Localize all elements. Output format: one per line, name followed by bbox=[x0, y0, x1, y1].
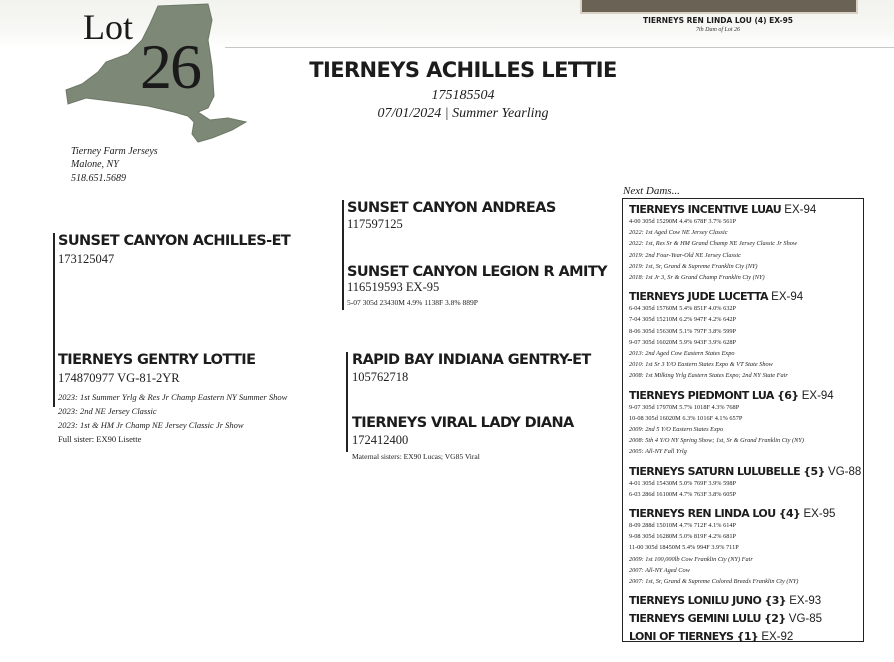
animal-name: TIERNEYS ACHILLES LETTIE bbox=[309, 58, 617, 82]
sire-name: SUNSET CANYON ACHILLES-ET bbox=[58, 233, 291, 249]
sire-dam-record: 5-07 305d 23430M 4.9% 1138F 3.8% 889P bbox=[347, 298, 478, 307]
dam-entry-record: 7-04 305d 15210M 6.2% 947F 4.2% 642P bbox=[629, 316, 737, 324]
dam-entry-title: TIERNEYS INCENTIVE LUAU bbox=[629, 203, 782, 216]
dam-entry-record: 9-08 305d 16280M 5.0% 819F 4.2% 681P bbox=[629, 533, 737, 541]
dam-entry-honor: 2008: 5th 4 Y/O NY Spring Show; 1st, Sr & Grand Franklin Cty (NY) bbox=[629, 437, 804, 445]
sire-dam-registration: 116519593 EX-95 bbox=[347, 280, 440, 294]
dam-side-bracket bbox=[346, 352, 348, 452]
dam-entry-title: TIERNEYS SATURN LULUBELLE {5} bbox=[629, 464, 825, 478]
dam-entry-honor: 2019: 2nd Four-Year-Old NE Jersey Classic bbox=[629, 251, 741, 259]
dam-entry-honor: 2019: 1st, Sr, Grand & Supreme Franklin Cty (NY) bbox=[629, 262, 758, 270]
photo-caption: TIERNEYS REN LINDA LOU (4) EX-95 bbox=[642, 16, 794, 25]
sire-registration: 173125047 bbox=[58, 252, 115, 266]
dam-entry-honor: 2018: 1st Jr 3, Sr & Grand Champ Franklin Cty (NY) bbox=[629, 274, 765, 281]
owner-location: Malone, NY bbox=[71, 159, 119, 170]
lot-number: 26 bbox=[140, 31, 200, 102]
dam-entry-honor: 2005: All-NY Fall Yrlg bbox=[629, 448, 687, 456]
dam-entry-classification: EX-94 bbox=[798, 389, 834, 402]
dam-entry-honor: 2007: 1st, Sr, Grand & Supreme Colored Breeds Franklin Cty (NY) bbox=[629, 578, 799, 585]
dam-entry-honor: 2008: 1st Milking Yrlg Eastern States Expo; 2nd NY State Fair bbox=[629, 372, 788, 380]
dam-entry-title: TIERNEYS REN LINDA LOU {4} bbox=[629, 507, 801, 520]
dam-entry-classification: EX-92 bbox=[758, 631, 794, 644]
dam-entry-classification: EX-93 bbox=[786, 595, 822, 608]
dam-entry-record: 4-00 305d 15290M 4.4% 678F 3.7% 561P bbox=[629, 218, 737, 225]
dam-sire-registration: 105762718 bbox=[352, 370, 409, 384]
dam-photo bbox=[580, 0, 858, 14]
dam-entry-title: TIERNEYS LONILU JUNO {3} bbox=[629, 594, 786, 608]
dam-entry-classification: VG-85 bbox=[785, 613, 823, 626]
dam-entry-honor: 2013: 2nd Aged Cow Eastern States Expo bbox=[629, 350, 735, 357]
dam-entry-name bbox=[629, 612, 822, 625]
dam-entry-name bbox=[629, 507, 835, 520]
dam-entry-title: TIERNEYS PIEDMONT LUA {6} bbox=[629, 388, 799, 402]
dam-entry-record: 8-06 305d 15630M 5.1% 797F 3.8% 599P bbox=[629, 327, 737, 335]
dam-note-3: 2023: 1st & HM Jr Champ NE Jersey Classic Jr Show bbox=[58, 420, 244, 430]
dam-bracket bbox=[53, 267, 55, 407]
dam-registration: 174870977 VG-81-2YR bbox=[58, 371, 180, 385]
dam-entry-record: 8-09 288d 15010M 4.7% 712F 4.1% 614P bbox=[629, 522, 737, 529]
dam-name: TIERNEYS GENTRY LOTTIE bbox=[58, 352, 256, 368]
dam-sire-name: RAPID BAY INDIANA GENTRY-ET bbox=[352, 352, 591, 368]
lot-label: Lot bbox=[83, 7, 133, 47]
dam-entry-record: 4-01 305d 15430M 5.0% 769F 3.9% 598P bbox=[629, 479, 737, 487]
birth-date-class: 07/01/2024 | Summer Yearling bbox=[377, 106, 549, 121]
registration-number: 175185504 bbox=[431, 88, 495, 103]
dam-note-2: 2023: 2nd NE Jersey Classic bbox=[58, 406, 157, 416]
dam-entry-honor: 2022: 1st Aged Cow NE Jersey Classic bbox=[629, 229, 728, 237]
dam-entry-title: TIERNEYS JUDE LUCETTA bbox=[629, 290, 768, 304]
dam-entry-record: 6-04 305d 15760M 5.4% 851F 4.0% 632P bbox=[629, 305, 737, 313]
sire-side-bracket bbox=[342, 200, 344, 310]
dam-entry-name bbox=[629, 290, 803, 303]
dam-entry-honor: 2009: 2nd 5 Y/O Eastern States Expo bbox=[629, 426, 724, 433]
dam-entry-record: 6-03 286d 16100M 4.7% 763F 3.8% 605P bbox=[629, 490, 737, 498]
dam-entry-classification: EX-95 bbox=[800, 508, 836, 520]
dam-entry-honor: 2007: All-NY Aged Cow bbox=[629, 566, 690, 574]
dam-entry-honor: 2022: 1st, Res Sr & HM Grand Champ NE Jersey Classic Jr Show bbox=[629, 240, 798, 248]
dam-entry-record: 11-00 305d 18450M 5.4% 994F 3.9% 711P bbox=[629, 544, 739, 552]
sire-sire-name: SUNSET CANYON ANDREAS bbox=[347, 200, 556, 216]
dam-dam-registration: 172412400 bbox=[352, 433, 409, 447]
header-divider bbox=[225, 47, 894, 48]
dam-entry-classification: EX-94 bbox=[767, 291, 804, 304]
dam-entry-honor: 2009: 1st 100,000lb Cow Franklin Cty (NY) Fair bbox=[629, 555, 753, 563]
owner-farm: Tierney Farm Jerseys bbox=[71, 146, 158, 157]
dam-entry-classification: EX-94 bbox=[781, 204, 817, 216]
photo-subcaption: 7th Dam of Lot 26 bbox=[695, 27, 740, 33]
dam-entry-honor: 2010: 1st Sr 3 Y/O Eastern States Expo & VT State Show bbox=[629, 361, 773, 369]
dam-entry-name bbox=[629, 203, 816, 216]
dam-entry-record: 10-08 305d 16020M 6.3% 1016F 4.1% 657P bbox=[629, 414, 743, 422]
dam-entry-name bbox=[629, 465, 861, 478]
dam-entry-title: TIERNEYS GEMINI LULU {2} bbox=[629, 612, 786, 626]
dam-dam-name: TIERNEYS VIRAL LADY DIANA bbox=[352, 415, 574, 431]
dam-entry-name bbox=[629, 594, 821, 607]
sire-dam-name: SUNSET CANYON LEGION R AMITY bbox=[347, 264, 607, 280]
dam-dam-maternal-sisters: Maternal sisters: EX90 Lucas; VG85 Viral bbox=[352, 452, 480, 461]
next-dams-label: Next Dams... bbox=[623, 185, 680, 197]
dam-entry-title: LONI OF TIERNEYS {1} bbox=[629, 630, 759, 644]
dam-entry-classification: VG-88 bbox=[824, 465, 862, 478]
dam-full-sister: Full sister: EX90 Lisette bbox=[58, 434, 142, 444]
dam-entry-name bbox=[629, 389, 834, 402]
dam-entry-record: 9-07 305d 17970M 5.7% 1018F 4.3% 768P bbox=[629, 403, 740, 411]
sire-sire-registration: 117597125 bbox=[347, 217, 403, 231]
dam-entry-name bbox=[629, 630, 793, 643]
owner-phone: 518.651.5689 bbox=[71, 173, 126, 184]
dam-note-1: 2023: 1st Summer Yrlg & Res Jr Champ Eastern NY Summer Show bbox=[58, 392, 288, 402]
sire-bracket bbox=[53, 233, 55, 267]
dam-entry-record: 9-07 305d 16020M 5.9% 943F 3.9% 628P bbox=[629, 338, 737, 346]
